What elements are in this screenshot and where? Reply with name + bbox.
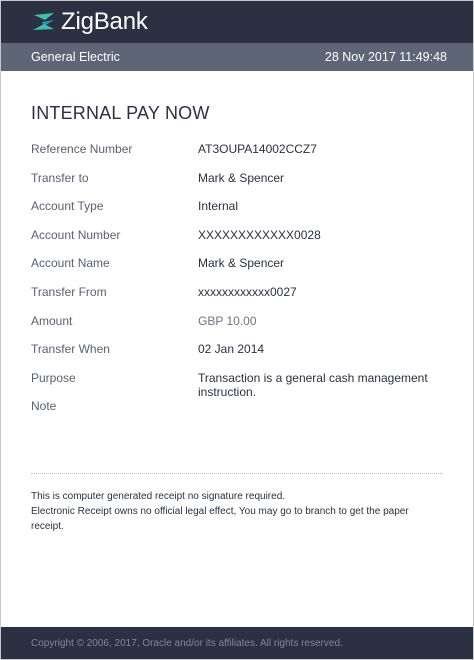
detail-label: Reference Number [31,142,133,156]
app-footer [1,627,473,659]
account-bar [1,43,473,71]
detail-row-purpose [31,371,443,400]
detail-value: XXXXXXXXXXXX0028 [198,227,321,242]
detail-row-transfer-from [31,285,443,314]
detail-label: Purpose [31,370,76,385]
receipt-content [1,102,473,534]
detail-row-account-name [31,256,443,285]
receipt-datetime: 28 Nov 2017 11:49:48 [324,50,447,64]
detail-label: Transfer From [31,284,107,299]
detail-label: Transfer When [31,342,110,357]
company-name: General Electric [31,50,120,64]
app-header [1,1,473,43]
brand-name: ZigBank [61,8,148,35]
detail-label: Account Type [31,199,104,214]
detail-row-reference-number [31,142,443,171]
detail-label: Account Name [31,256,110,271]
zigbank-logo-icon [31,11,57,33]
detail-value: GBP 10.00 [198,313,257,328]
copyright-text: Copyright © 2006, 2017, Oracle and/or its affiliates. All rights reserved. [31,637,343,649]
detail-value: xxxxxxxxxxxx0027 [198,284,297,299]
detail-value: Mark & Spencer [198,170,285,185]
detail-value: Internal [198,199,239,214]
detail-label: Transfer to [31,170,89,185]
detail-row-amount [31,314,443,343]
detail-label: Account Number [31,227,121,242]
note-legal-effect: Electronic Receipt owns no official legal effect, You may go to branch to get the paper receipt. [31,505,409,532]
detail-value: AT3OUPA14002CCZ7 [198,142,317,156]
detail-label: Amount [31,313,73,328]
receipt-notes [31,489,443,534]
detail-row-transfer-when [31,342,443,371]
receipt-details [31,142,443,428]
divider [31,473,443,474]
detail-value: Mark & Spencer [198,256,285,271]
detail-row-transfer-to [31,171,443,200]
detail-row-note [31,399,443,428]
detail-row-account-number [31,228,443,257]
detail-label: Note [31,399,57,414]
detail-value [198,399,443,428]
page-title: INTERNAL PAY NOW [31,103,210,123]
detail-value: 02 Jan 2014 [198,342,265,357]
note-signature: This is computer generated receipt no signature required. [31,490,286,502]
brand-logo [31,8,148,36]
detail-value: Transaction is a general cash management instruction. [198,370,428,399]
detail-row-account-type [31,199,443,228]
